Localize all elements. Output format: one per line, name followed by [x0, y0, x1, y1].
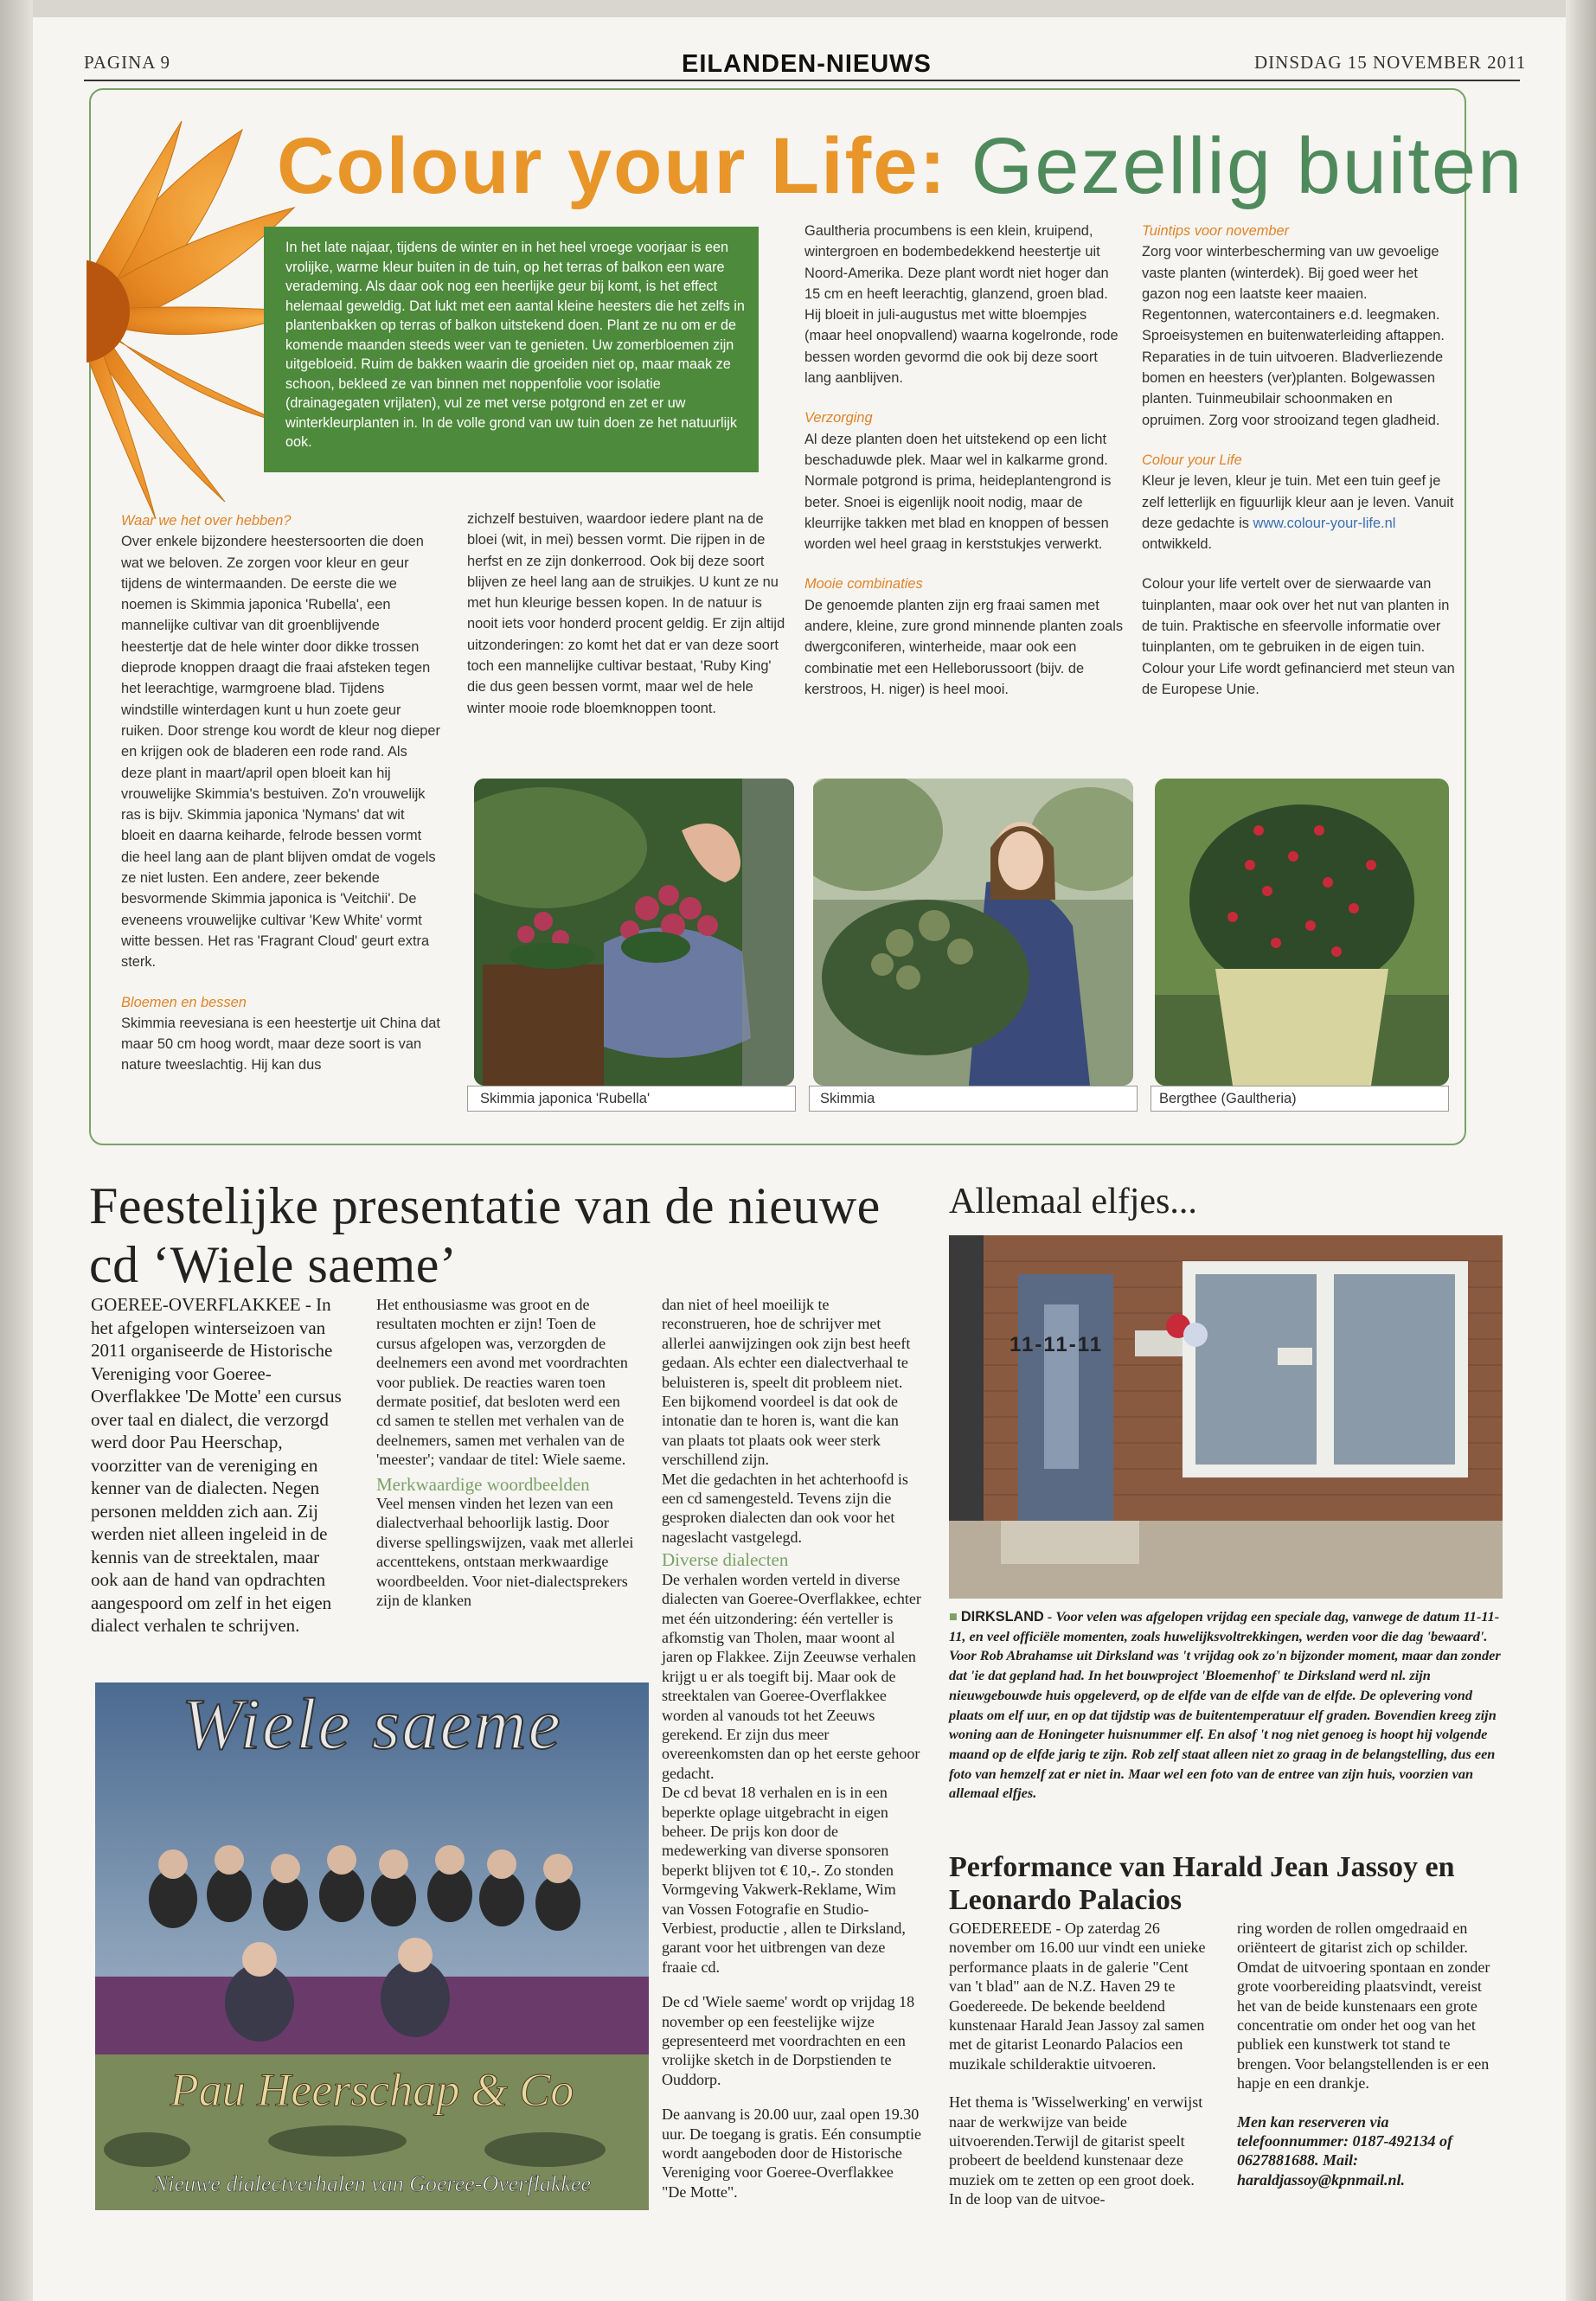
wiele-column-2	[376, 1295, 636, 1611]
house-number-sign: 11-11-11	[1010, 1333, 1104, 1356]
performance-column-1	[949, 1919, 1208, 2209]
colour-column-2	[467, 509, 787, 719]
cd-cover-author: Pau Heerschap & Co	[170, 2064, 574, 2116]
perf-headline-line-2: Leonardo Palacios	[949, 1884, 1183, 1916]
photo-skimmia-rubella	[474, 779, 794, 1086]
performance-headline	[949, 1851, 1520, 1917]
wiele-col3-p1: dan niet of heel moeilijk te reconstrueren, hoe de schrijver met allerlei aanwijzingen ook zijn best heeft gedaan. Als echter een dialectverhaal te beluisteren is, speelt dit probleem niet. Een bijkomend voordeel is dat ook de intonatie dan te horen is, want die kan van plaats tot plaats ook weer sterk verschillend zijn.	[662, 1296, 911, 1469]
col4-text-tuintips: Zorg voor winterbescherming van uw gevoelige vaste planten (winterdek). Bij goed weer het gazon nog een laatste keer maaien. Regentonnen, watercontainers e.d. leegmaken. Sproeisystemen en buitenwaterleiding aftappen. Reparaties in de tuin uitvoeren. Bladverliezende bomen en heesters (ver)planten. Bolgewassen planten. Tuinmeubilair schoonmaken en opruimen. Zorg voor strooizand tegen gladheid.	[1142, 244, 1445, 428]
photo-woman-skimmia	[813, 779, 1133, 1086]
colour-column-3	[804, 221, 1125, 700]
col3-heading-combinaties: Mooie combinaties	[804, 576, 923, 593]
cd-cover-subtitle: Nieuwe dialectverhalen van Goeree-Overflakkee	[152, 2171, 592, 2196]
wiele-sub-woordbeelden: Merkwaardige woordbeelden	[376, 1473, 590, 1495]
issue-date: DINSDAG 15 NOVEMBER 2011	[1254, 52, 1527, 73]
masthead: EILANDEN-NIEUWS	[682, 50, 932, 78]
wiele-lead: GOEREE-OVERFLAKKEE - In het afgelopen winterseizoen van 2011 organiseerde de Historische Vereniging voor Goeree-Overflakkee 'De Motte' een cursus over taal en dialect, die verzorgd werd door Pau Heerschap, voorzitter van de vereniging en kenner van de dialecten. Negen personen meldden zich aan. Zij werden niet alleen ingeleid in de kennis van de streektalen, maar ook aan de hand van opdrachten aangespoord om zelf in het eigen dialect verhalen te schrijven.	[91, 1294, 342, 1636]
col1-text: Over enkele bijzondere heestersoorten die doen wat we beloven. Ze zorgen voor kleur en geur tijdens de wintermaanden. De eerste die we noemen is Skimmia japonica 'Rubella', een mannelijke cultivar van dit groenblijvende heestertje dat de hele winter door dikke trossen dieprode knoppen draagt die fraai afsteken tegen het leerachtige, warmgroene blad. Tijdens windstille winterdagen kunt u hun zoete geur ruiken. Door strenge kou wordt de kleur nog dieper en krijgen ook de bladeren een rode rand. Als deze plant in maart/april open bloeit kan hij vrouwelijke Skimmia's bestuiven. Zo'n vrouwelijk ras is bijv. Skimmia japonica 'Nymans' dat wit bloeit en daarna keiharde, felrode bessen vormt die heel lang aan de plant blijven omdat de vogels ze niet lusten. Een andere, zeer bekende besvormende Skimmia japonica is 'Veitchii'. De eveneens vrouwelijke cultivar 'Kew White' vormt witte bessen. Het ras 'Fragrant Cloud' geurt extra sterk.	[121, 534, 440, 971]
caption-bergthee: Bergthee (Gaultheria)	[1159, 1091, 1297, 1106]
col1b-text: Skimmia reevesiana is een heestertje uit China dat maar 50 cm hoog wordt, maar deze soort is van nature tweeslachtig. Hij kan dus	[121, 1015, 440, 1074]
bullet-icon: ■	[949, 1608, 958, 1625]
perf-reservation: Men kan reserveren via telefoonnummer: 0187-492134 of 0627881688. Mail: haraldjassoy@kpnmail.nl.	[1237, 2112, 1452, 2189]
caption-skimmia-rubella: Skimmia japonica 'Rubella'	[480, 1091, 651, 1106]
colour-column-4	[1142, 221, 1458, 700]
col2-text: zichzelf bestuiven, waardoor iedere plant na de bloei (wit, in mei) bessen vormt. Die rijpen in de herfst en ze zijn donkerrood. Ook bij deze soort blijven ze heel lang aan de struikjes. U kunt ze nu met hun kleurige bessen kopen. In de natuur is nooit iets voor honderd procent geldig. Er zijn altijd uitzonderingen: zo komt het dat er van deze soort toch een mannelijke cultivar bestaat, 'Ruby King' die dus geen bessen vormt, maar wel de hele winter mooie rode bloemknoppen toont.	[467, 511, 785, 716]
wiele-col3-p6: De aanvang is 20.00 uur, zaal open 19.30 uur. De toegang is gratis. Eén consumptie wordt aangeboden door de Historische Vereniging voor Goeree-Overflakkee "De Motte".	[662, 2106, 921, 2201]
title-bold-part: Colour your Life:	[277, 122, 948, 210]
col1b-heading: Bloemen en bessen	[121, 994, 247, 1010]
performance-column-2	[1237, 1919, 1501, 2189]
perf-col1-p2: Het thema is 'Wisselwerking' en verwijst naar de werkwijze van beide uitvoerenden.Terwijl de gitarist speelt probeert de beeldend kunstenaar deze muziek om te zetten op een groot doek. In de loop van de uitvoe-	[949, 2093, 1203, 2208]
photo-house-entrance	[949, 1235, 1503, 1599]
elfjes-headline: Allemaal elfjes...	[949, 1182, 1197, 1221]
caption-body: - Voor velen was afgelopen vrijdag een speciale dag, vanwege de datum 11-11-11, en veel officiële momenten, zoals huwelijksvoltrekkingen, werden voor die dag 'bewaard'. Voor Rob Abrahamse uit Dirksland was 't vrijdag ook zo'n bijzonder moment, maar dan zonder dat 'ie dat gepland had. In het bouwproject 'Bloemenhof' te Dirksland werd nl. zijn nieuwgebouwde huis opgeleverd, op de elfde van de elfde van de elfde. De oplevering vond plaats om elf uur, en op dat tijdstip was de buitentemperatuur elf graden. Bovendien kreeg zijn woning aan de Honingeter huisnummer elf. En alsof 't nog niet genoeg is hoopt hij volgende maand op de elfde jarig te zijn. Rob zelf staat alleen niet zo graag in de belangstelling, dus een foto van hemzelf zat er niet in. Maar wel een foto van de entree van zijn huis, voorzien van allemaal elfjes.	[949, 1608, 1501, 1802]
elfjes-caption	[949, 1607, 1503, 1804]
colour-column-1	[121, 510, 441, 1076]
header-rule	[84, 80, 1520, 81]
cd-cover-title: Wiele saeme	[182, 1684, 562, 1765]
caption-place: DIRKSLAND	[960, 1609, 1044, 1625]
wiele-column-3	[662, 1295, 921, 2202]
headline-line-1: Feestelijke presentatie van de nieuwe	[89, 1177, 881, 1234]
caption-skimmia: Skimmia	[820, 1091, 875, 1106]
wiele-sub-dialecten: Diverse dialecten	[662, 1549, 789, 1571]
perf-col1-p1: GOEDEREEDE - Op zaterdag 26 november om 16.00 uur vindt een unieke performance plaats in de galerie "Cent van 't blad" aan de N.Z. Haven 29 te Goedereede. De bekende beeldend kunstenaar Harald Jean Jassoy zal samen met de gitarist Leonardo Palacios een muzikale schilderaktie uitvoeren.	[949, 1920, 1206, 2073]
perf-headline-line-1: Performance van Harald Jean Jassoy en	[949, 1851, 1455, 1883]
col4-heading-tuintips: Tuintips voor november	[1142, 223, 1290, 239]
col4-heading-cyl: Colour your Life	[1142, 452, 1242, 468]
col1-heading: Waar we het over hebben?	[121, 513, 292, 529]
wiele-col2-p1: Het enthousiasme was groot en de resultaten mochten er zijn! Toen de cursus afgelopen was, verzorgden de deelnemers een avond met voordrachten voor publiek. De reacties waren toen dermate positief, dat besloten werd een cd samen te stellen met verhalen van de deelnemers, samen met verhalen van de 'meester'; vandaar de titel: Wiele saeme.	[376, 1296, 628, 1469]
intro-text: In het late najaar, tijdens de winter en in het heel vroege voorjaar is een vrolijke, warme kleur buiten in de tuin, op het terras of balkon een ware verademing. Als daar ook nog een heerlijke geur bij komt, is het effect helemaal geweldig. Dat lukt met een aantal kleine heesters die het zelfs in plantenbakken op terras of balkon uitstekend doen. Plant ze nu om er de komende maanden steeds weer van te genieten. Uw zomerbloemen zijn uitgebloeid. Ruim de bakken waarin die groeiden niet op, maar maak ze schoon, bekleed ze van binnen met noppenfolie voor isolatie (drainagegaten vrijlaten), vul ze met verse potgrond en zet er uw winterkleurplanten in. In de volle grond van uw tuin doen ze het natuurlijk ook.	[285, 240, 745, 450]
col3-text: Gaultheria procumbens is een klein, kruipend, wintergroen en bodembedekkend heestertje uit Noord-Amerika. Deze plant wordt niet hoger dan 15 cm en heeft leerachtig, glanzend, groen blad. Hij bloeit in juli-augustus met witte bloempjes (maar heel onopvallend) waarna kogelronde, rode bessen worden gevormd die ook bij deze soort lang aanblijven.	[804, 223, 1118, 387]
col3-heading-verzorging: Verzorging	[804, 410, 873, 426]
wiele-col3-p2: Met die gedachten in het achterhoofd is een cd samengesteld. Tevens zijn die gesproken dialecten dan ook voor het nageslacht vastgelegd.	[662, 1470, 908, 1546]
perf-col2-p1: ring worden de rollen omgedraaid en oriënteert de gitarist zich op schilder. Omdat de uitvoering spontaan en zonder grote voorbereiding plaatsvindt, vereist het van de beide kunstenaars een grote concentratie om onder het oog van het publiek een kunstwerk tot stand te brengen. Voor belangstellenden is er een hapje en een drankje.	[1237, 1920, 1490, 2093]
headline-line-2: cd ‘Wiele saeme’	[89, 1236, 458, 1293]
col4-text-about: Colour your life vertelt over de sierwaarde van tuinplanten, maar ook over het nut van planten in de tuin. Praktische en sfeervolle informatie over tuinplanten, om te gebruiken in de eigen tuin. Colour your Life wordt gefinancierd met steun van de Europese Unie.	[1142, 576, 1455, 697]
wiele-col3-p3: De verhalen worden verteld in diverse dialecten van Goeree-Overflakkee, echter met één uitzondering: één verteller is afkomstig van Tholen, maar woont al jaren op Flakkee. Zijn Zeeuwse verhalen krijgt u er als toegift bij. Maar ook de streektalen van Goeree-Overflakkee worden al vanouds tot het Zeeuws gerekend. Er zijn dus meer overeenkomsten dan op het eerste gehoor gedacht.	[662, 1570, 921, 1782]
col4-text-cyl-end: ontwikkeld.	[1142, 536, 1213, 553]
title-light-part: Gezellig buiten	[971, 122, 1524, 210]
col3-text-combinaties: De genoemde planten zijn erg fraai samen met andere, kleine, zure grond minnende planten zoals dwergconiferen, winterheide, maar ook een combinatie met een Helleborussoort (bijv. de kerstroos, H. niger) is heel mooi.	[804, 597, 1124, 697]
colour-your-life-title	[277, 121, 1523, 212]
col4-text-cyl: Kleur je leven, kleur je tuin. Met een tuin geef je zelf letterlijk en figuurlijk kleur aan je leven. Vanuit deze gedachte is	[1142, 473, 1454, 531]
colour-your-life-link[interactable]: www.colour-your-life.nl	[1253, 515, 1396, 531]
photo-gaultheria	[1155, 779, 1449, 1086]
page-number: PAGINA 9	[84, 52, 170, 73]
wiele-saeme-headline	[89, 1176, 881, 1294]
wiele-col3-p5: De cd 'Wiele saeme' wordt op vrijdag 18 november op een feestelijke wijze gepresenteerd met voordrachten en een vrolijke sketch in de Dorpstienden te Ouddorp.	[662, 1993, 915, 2088]
wiele-col3-p4: De cd bevat 18 verhalen en is in een beperkte oplage uitgebracht in eigen beheer. De prijs kon door de medewerking van diverse sponsoren beperkt blijven tot € 10,-. Zo stonden Vormgeving Vakwerk-Reklame, Wim van Vossen Fotografie en Studio-Verbiest, productie , allen te Dirksland, garant voor het uitbrengen van deze fraaie cd.	[662, 1784, 906, 1976]
col3-text-verzorging: Al deze planten doen het uitstekend op een licht beschaduwde plek. Maar wel in kalkarme grond. Normale potgrond is prima, heideplantengrond is beter. Snoei is eigenlijk nooit nodig, maar de kleurrijke takken met blad en knoppen of bessen worden wel heel graag in kerststukjes verwerkt.	[804, 431, 1112, 553]
wiele-col2-p2: Veel mensen vinden het lezen van een dialectverhaal behoorlijk lastig. Door diverse spellingswijzen, vaak met allerlei accenttekens, ontstaan merkwaardige woordbeelden. Voor niet-dialectsprekers zijn de klanken	[376, 1495, 634, 1610]
